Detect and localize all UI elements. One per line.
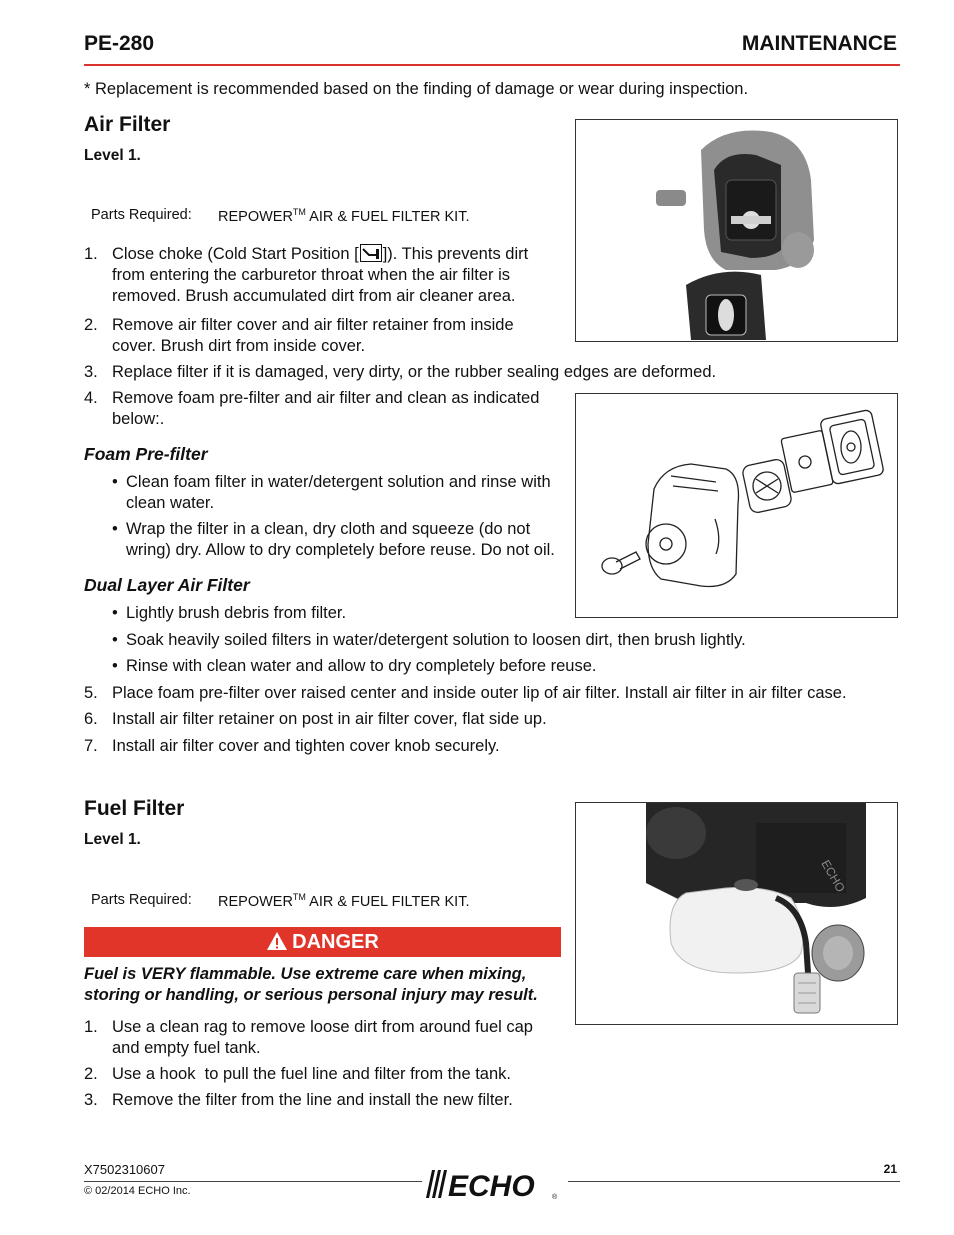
dual-bullet-2: • Soak heavily soiled filters in water/detergent solution to loosen dirt, then brush lightly.	[112, 631, 746, 649]
dual-bullet-1: • Lightly brush debris from filter.	[112, 604, 347, 622]
air-parts-label: Parts Required:	[91, 207, 192, 223]
page-number: 21	[883, 1162, 897, 1176]
air-filter-level: Level 1.	[84, 147, 141, 164]
foam-prefilter-heading: Foam Pre-filter	[84, 444, 208, 464]
intro-note: * Replacement is recommended based on the finding of damage or wear during inspection.	[84, 80, 749, 98]
air-step-1: 1. Close choke (Cold Start Position [ ]). This prevents dirt from entering the carburetor throat when the air filter is removed. Brush accumulated dirt from air cleaner area.	[84, 245, 529, 305]
fuel-step-2: 2. Use a hook to pull the fuel line and filter from the tank.	[84, 1065, 511, 1083]
copyright: © 02/2014 ECHO Inc.	[84, 1185, 191, 1197]
model-title: PE-280	[84, 32, 155, 55]
footer-rule-right	[568, 1181, 900, 1182]
fuel-filter-heading: Fuel Filter	[84, 797, 185, 820]
footer-rule-left	[84, 1181, 422, 1182]
warning-triangle-icon	[266, 930, 288, 960]
registered-mark: ®	[552, 1194, 558, 1201]
fuel-parts-label: Parts Required:	[91, 892, 192, 908]
air-step-7: 7. Install air filter cover and tighten cover knob securely.	[84, 737, 500, 755]
air-step-6: 6. Install air filter retainer on post in air filter cover, flat side up.	[84, 710, 547, 728]
brand-text: ECHO	[448, 1170, 535, 1202]
dual-layer-heading: Dual Layer Air Filter	[84, 575, 250, 595]
fuel-step-3: 3. Remove the filter from the line and install the new filter.	[84, 1091, 513, 1109]
air-step-4: 4. Remove foam pre-filter and air filter and clean as indicated below:.	[84, 389, 540, 428]
air-step-3: 3. Replace filter if it is damaged, very dirty, or the rubber sealing edges are deformed.	[84, 363, 717, 381]
fuel-tank-photo	[575, 802, 898, 1025]
dual-bullet-3: • Rinse with clean water and allow to dry completely before reuse.	[112, 657, 597, 675]
air-parts-value: REPOWER™ AIR & FUEL FILTER KIT.	[218, 207, 470, 225]
part-number: X7502310607	[84, 1162, 165, 1177]
air-step-5: 5. Place foam pre-filter over raised center and inside outer lip of air filter. Install air filter in air filter case.	[84, 684, 847, 702]
section-title: MAINTENANCE	[741, 32, 897, 55]
header-rule	[84, 64, 900, 66]
air-filter-heading: Air Filter	[84, 113, 171, 136]
echo-logo	[424, 1166, 564, 1202]
fuel-warning-text: Fuel is VERY flammable. Use extreme care when mixing, storing or handling, or serious personal injury may result.	[84, 965, 538, 1004]
fuel-filter-level: Level 1.	[84, 831, 141, 848]
danger-banner: DANGER	[84, 927, 561, 957]
air-filter-photo	[575, 119, 898, 342]
fuel-step-1: 1. Use a clean rag to remove loose dirt from around fuel cap and empty fuel tank.	[84, 1018, 533, 1057]
choke-icon	[360, 244, 382, 262]
air-step-2: 2. Remove air filter cover and air filter retainer from inside cover. Brush dirt from inside cover.	[84, 316, 514, 355]
air-filter-exploded-diagram	[575, 393, 898, 618]
fuel-parts-value: REPOWER™ AIR & FUEL FILTER KIT.	[218, 892, 470, 910]
foam-bullet-2: • Wrap the filter in a clean, dry cloth and squeeze (do not wring) dry. Allow to dry completely before reuse. Do not oil.	[112, 520, 555, 559]
svg-text:ECHO: ECHO	[818, 857, 848, 895]
foam-bullet-1: • Clean foam filter in water/detergent solution and rinse with clean water.	[112, 473, 551, 512]
